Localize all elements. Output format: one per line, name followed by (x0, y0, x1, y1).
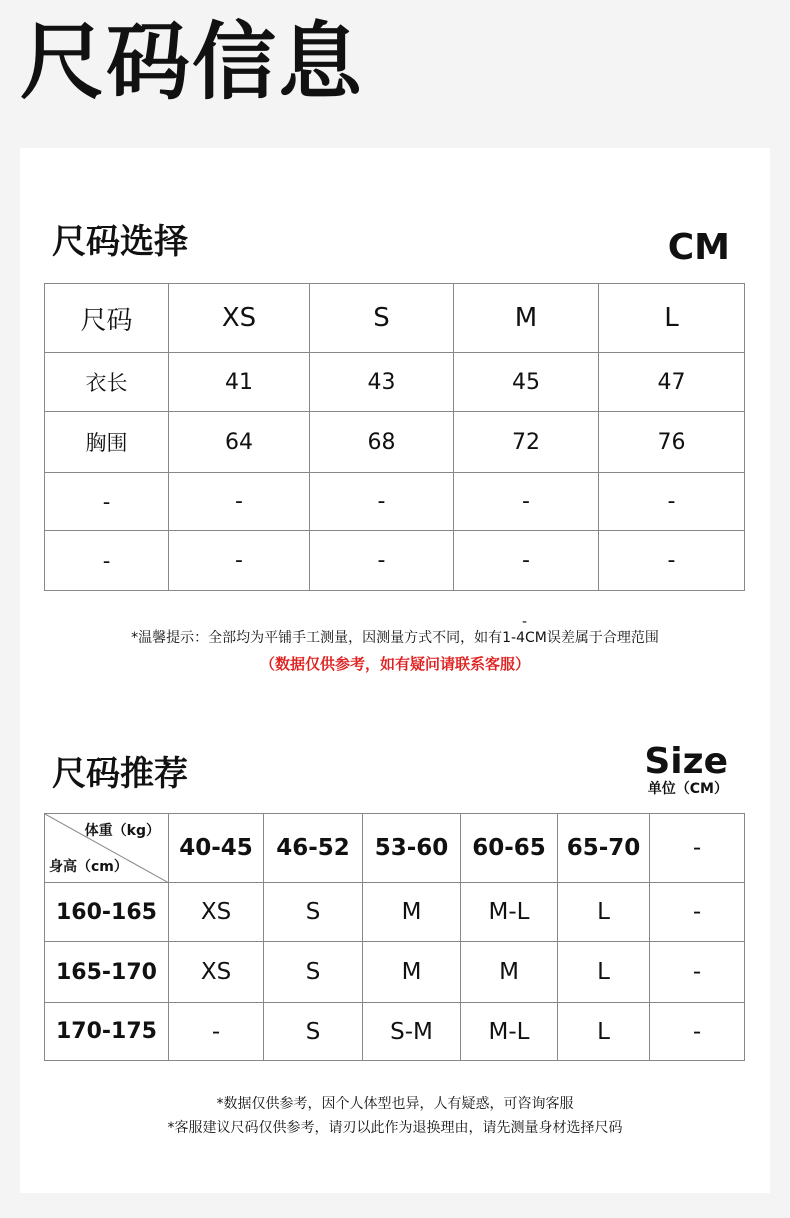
table-cell: - (650, 1003, 745, 1061)
height-label: 身高（cm） (49, 859, 128, 875)
table-row (45, 531, 745, 591)
recommend-note-1: *数据仅供参考，因个人体型也异，人有疑惑，可咨询客服 (216, 1096, 574, 1112)
table-cell: S (264, 883, 363, 942)
table-cell: - (310, 473, 454, 531)
measure-note: *温馨提示：全部均为平铺手工测量，因测量方式不同，如有1-4CM误差属于合理范围 (131, 630, 659, 646)
table-cell: - (454, 531, 599, 591)
table-header-cell: L (599, 284, 745, 353)
weight-label: 体重（kg） (84, 823, 160, 839)
recommend-title: 尺码推荐 (52, 754, 188, 794)
table-row (45, 284, 745, 353)
table-row (45, 412, 745, 473)
table-header-cell: 40-45 (169, 814, 264, 883)
recommend-note-2: *客服建议尺码仅供参考，请刃以此作为退换理由，请先测量身材选择尺码 (167, 1120, 623, 1136)
page-title: 尺码信息 (20, 13, 365, 111)
table-cell: L (558, 1003, 650, 1061)
table-cell: 76 (599, 412, 745, 473)
corner-cell (45, 814, 169, 883)
table-cell: M (461, 942, 558, 1003)
recommend-unit-sub: 单位（CM） (647, 781, 728, 797)
table-cell: - (169, 1003, 264, 1061)
table-cell: 43 (310, 353, 454, 412)
size-chart-title: 尺码选择 (52, 222, 188, 262)
stray-dash: - (522, 614, 528, 630)
table-row (45, 1003, 745, 1061)
table-cell: - (650, 883, 745, 942)
reference-note: （数据仅供参考，如有疑问请联系客服） (259, 655, 530, 673)
table-header-cell: 60-65 (461, 814, 558, 883)
table-cell: 41 (169, 353, 310, 412)
size-info-card (20, 148, 770, 1193)
table-row (45, 942, 745, 1003)
table-row (45, 473, 745, 531)
table-cell: M (363, 942, 461, 1003)
table-cell: 衣长 (45, 353, 169, 412)
table-header-cell: - (650, 814, 745, 883)
table-row (45, 883, 745, 942)
table-cell: S (264, 1003, 363, 1061)
table-cell: 165-170 (45, 942, 169, 1003)
table-cell: 170-175 (45, 1003, 169, 1061)
table-cell: - (310, 531, 454, 591)
table-cell: 64 (169, 412, 310, 473)
table-cell: 胸围 (45, 412, 169, 473)
table-cell: 47 (599, 353, 745, 412)
table-cell: - (169, 473, 310, 531)
table-cell: 160-165 (45, 883, 169, 942)
table-header-cell: 65-70 (558, 814, 650, 883)
recommend-unit: Size (644, 741, 728, 782)
table-cell: L (558, 883, 650, 942)
table-header-cell: 53-60 (363, 814, 461, 883)
table-header-cell: 尺码 (45, 284, 169, 353)
table-cell: L (558, 942, 650, 1003)
table-cell: XS (169, 942, 264, 1003)
table-header-cell: XS (169, 284, 310, 353)
table-cell: 45 (454, 353, 599, 412)
table-header-cell: M (454, 284, 599, 353)
table-cell: - (45, 473, 169, 531)
table-cell: - (650, 942, 745, 1003)
table-cell: - (169, 531, 310, 591)
table-cell: 72 (454, 412, 599, 473)
table-cell: XS (169, 883, 264, 942)
table-cell: M-L (461, 883, 558, 942)
table-cell: S-M (363, 1003, 461, 1061)
table-header-cell: 46-52 (264, 814, 363, 883)
table-row (45, 353, 745, 412)
table-cell: - (454, 473, 599, 531)
size-chart-unit: CM (667, 227, 730, 268)
table-cell: - (599, 531, 745, 591)
table-cell: M-L (461, 1003, 558, 1061)
table-cell: 68 (310, 412, 454, 473)
table-cell: - (45, 531, 169, 591)
size-chart-table (44, 283, 745, 591)
table-cell: - (599, 473, 745, 531)
table-cell: S (264, 942, 363, 1003)
table-cell: M (363, 883, 461, 942)
recommend-table (44, 813, 745, 1061)
table-row (45, 814, 745, 883)
table-header-cell: S (310, 284, 454, 353)
